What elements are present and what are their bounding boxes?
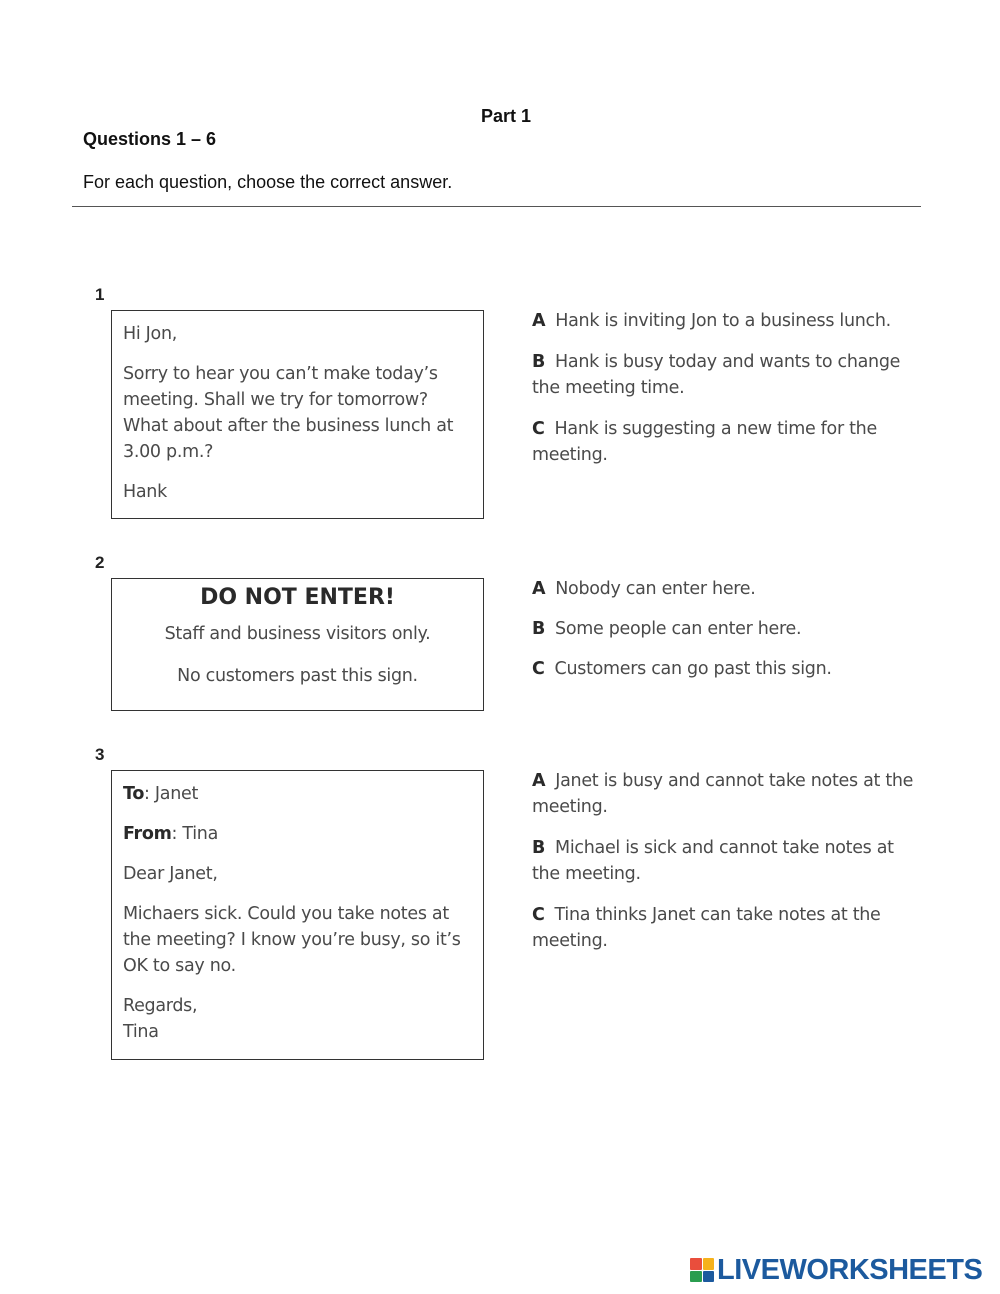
question-1-notice: [111, 310, 484, 519]
question-number-3: 3: [95, 745, 105, 764]
note-greeting: Hi Jon,: [123, 324, 178, 344]
question-3-email: [111, 770, 484, 1060]
note-signature: Hank: [123, 482, 167, 502]
email-body: Michaers sick. Could you take notes at the meeting? I know you’re busy, so it’s OK to say no.: [123, 904, 461, 976]
option-b[interactable]: B Michael is sick and cannot take notes at the meeting.: [532, 838, 894, 884]
question-number-2: 2: [95, 553, 105, 572]
part-title: Part 1: [481, 106, 532, 126]
divider: [72, 206, 921, 207]
logo-text: LIVEWORKSHEETS: [717, 1253, 983, 1286]
email-from: From: Tina: [123, 824, 219, 844]
option-b[interactable]: B Hank is busy today and wants to change the meeting time.: [532, 352, 901, 398]
sign-heading: DO NOT ENTER!: [200, 585, 395, 610]
option-a[interactable]: A Janet is busy and cannot take notes at the meeting.: [532, 771, 914, 817]
email-to: To: Janet: [123, 784, 199, 804]
email-closing: Regards, Tina: [123, 996, 198, 1042]
question-3-options: [532, 768, 917, 954]
questions-range: Questions 1 – 6: [83, 129, 217, 149]
option-a[interactable]: A Nobody can enter here.: [532, 579, 756, 599]
question-number-1: 1: [95, 285, 105, 304]
instruction-text: For each question, choose the correct answer.: [83, 172, 453, 192]
option-c[interactable]: C Tina thinks Janet can take notes at the meeting.: [532, 905, 881, 951]
question-2-sign: [111, 578, 484, 711]
question-1-options: [532, 308, 917, 468]
sign-line-2: No customers past this sign.: [177, 666, 418, 686]
email-greeting: Dear Janet,: [123, 864, 218, 884]
liveworksheets-logo-icon: [690, 1258, 714, 1282]
option-b[interactable]: B Some people can enter here.: [532, 619, 802, 639]
question-2-options: [532, 576, 917, 682]
option-c[interactable]: C Hank is suggesting a new time for the meeting.: [532, 419, 877, 465]
option-a[interactable]: A Hank is inviting Jon to a business lunch.: [532, 311, 891, 331]
option-c[interactable]: C Customers can go past this sign.: [532, 659, 832, 679]
sign-line-1: Staff and business visitors only.: [164, 624, 431, 644]
liveworksheets-logo: [690, 1255, 982, 1285]
note-body: Sorry to hear you can’t make today’s meeting. Shall we try for tomorrow? What about after the business lunch at 3.00 p.m.?: [123, 364, 454, 462]
